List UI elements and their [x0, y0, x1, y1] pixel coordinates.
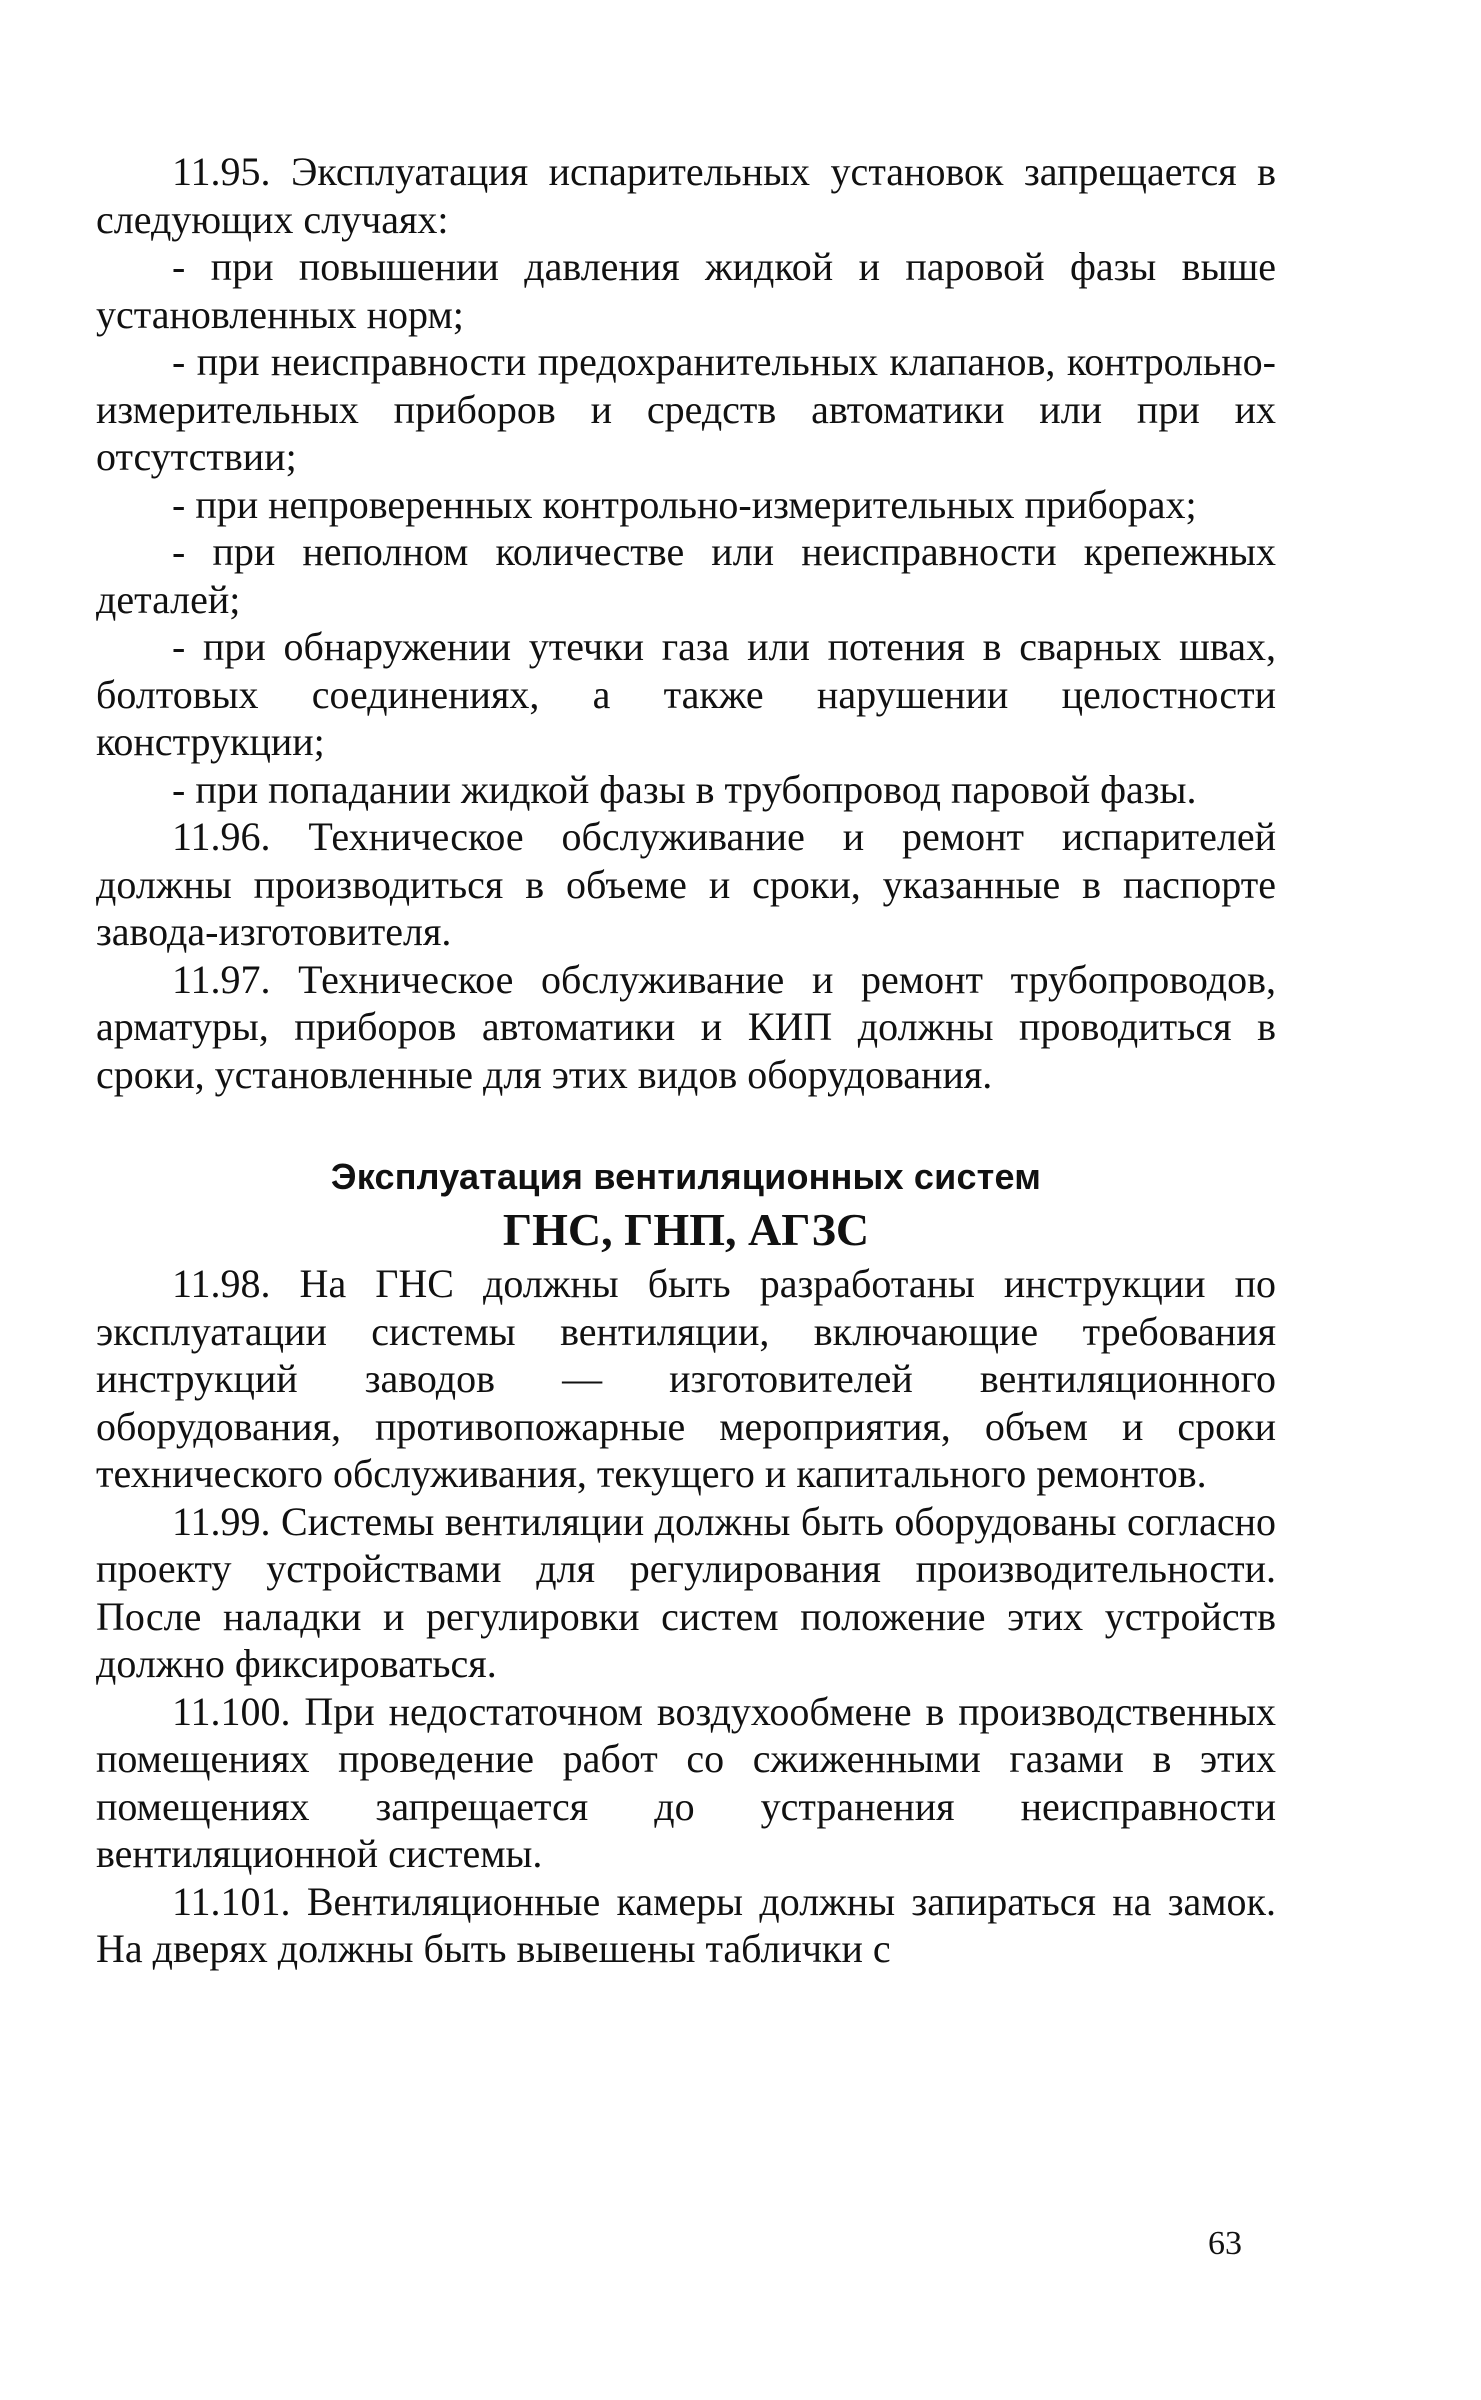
list-item-liquid-phase: - при попадании жидкой фазы в трубопровод паровой фазы.	[172, 766, 1197, 812]
page-number: 63	[1208, 2225, 1242, 2262]
section-heading-line-1: Эксплуатация вентиляционных систем	[330, 1156, 1042, 1197]
list-item-fasteners: - при неполном количестве или неисправности крепежных деталей;	[96, 529, 1276, 622]
list-item-gas-leak: - при обнаружении утечки газа или потения в сварных швах, болтовых соединениях, а также нарушении целостности конструкции;	[96, 624, 1276, 764]
section-heading-line-2: ГНС, ГНП, АГЗС	[502, 1204, 870, 1255]
body-text	[96, 148, 1276, 1973]
paragraph-11-98: 11.98. На ГНС должны быть разработаны инструкции по эксплуатации системы вентиляции, включающие требования инструкций заводов — изготовителей вентиляционного оборудования, противопожарные мероприятия, объем и сроки технического обслуживания, текущего и капитального ремонтов.	[96, 1261, 1276, 1496]
paragraph-11-100: 11.100. При недостаточном воздухообмене в производственных помещениях проведение работ со сжиженными газами в этих помещениях запрещается до устранения неисправности вентиляционной системы.	[96, 1688, 1276, 1876]
list-item-unverified-instruments: - при непроверенных контрольно-измерительных приборах;	[172, 481, 1197, 527]
paragraph-11-97: 11.97. Техническое обслуживание и ремонт трубопроводов, арматуры, приборов автоматики и КИП должны проводиться в сроки, установленные для этих видов оборудования.	[96, 956, 1276, 1097]
list-item-valves: - при неисправности предохранительных клапанов, контрольно-измерительных приборов и средств автоматики или при их отсутствии;	[96, 339, 1276, 479]
paragraph-11-101: 11.101. Вентиляционные камеры должны запираться на замок. На дверях должны быть вывешены таблички с	[96, 1878, 1276, 1971]
list-item-pressure: - при повышении давления жидкой и паровой фазы выше установленных норм;	[96, 244, 1276, 337]
paragraph-11-99: 11.99. Системы вентиляции должны быть оборудованы согласно проекту устройствами для регулирования производительности. После наладки и регулировки систем положение этих устройств должно фиксироваться.	[96, 1498, 1276, 1686]
paragraph-11-95: 11.95. Эксплуатация испарительных установок запрещается в следующих случаях:	[96, 149, 1276, 242]
section-heading	[96, 1152, 1276, 1258]
paragraph-11-96: 11.96. Техническое обслуживание и ремонт испарителей должны производиться в объеме и сроки, указанные в паспорте завода-изготовителя.	[96, 814, 1276, 954]
